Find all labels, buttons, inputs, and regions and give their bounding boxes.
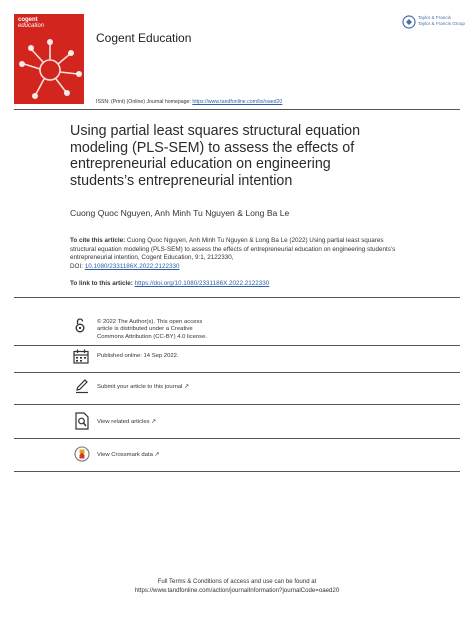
article-link[interactable]: https://doi.org/10.1080/2331186X.2022.2122330	[134, 280, 270, 287]
submit-article-label: Submit your article to this journal	[97, 384, 183, 390]
article-authors: Cuong Quoc Nguyen, Anh Minh Tu Nguyen & Long Ba Le	[70, 208, 290, 218]
external-link-icon: ↗	[184, 384, 190, 390]
pencil-icon	[74, 378, 90, 399]
journal-cover-image[interactable]	[14, 14, 84, 104]
doi-link[interactable]: 10.1080/2331186X.2022.2122330	[84, 262, 180, 270]
issn-prefix: ISSN: (Print) (Online) Journal homepage:	[96, 99, 193, 105]
citation-block	[70, 237, 405, 271]
cover-logo-line2: education	[18, 23, 45, 29]
external-link-icon: ↗	[154, 452, 160, 458]
publisher-logo-icon	[402, 15, 416, 29]
doi-prefix: DOI:	[70, 262, 85, 270]
published-date: Published online: 14 Sep 2022.	[97, 353, 179, 359]
section-divider-6	[14, 471, 460, 472]
article-link-label: To link to this article:	[70, 280, 135, 287]
article-title: Using partial least squares structural equation modeling (PLS-SEM) to assess the effects of entrepreneurial education on engineering students’s entrepreneurial intention	[70, 123, 361, 189]
open-access-lock-icon	[75, 318, 85, 338]
publisher-logo-line2: Taylor & Francis Group	[418, 20, 465, 26]
submit-article-link[interactable]	[97, 384, 189, 391]
terms-line: Full Terms & Conditions of access and use can be found at	[157, 578, 317, 585]
publisher-logo-line1: Taylor & Francis	[418, 15, 451, 20]
document-search-icon	[75, 412, 89, 435]
article-link-line	[70, 280, 269, 287]
citation-label: To cite this article:	[70, 237, 126, 244]
cover-logo	[18, 17, 44, 29]
crossmark-label: View Crossmark data	[97, 452, 153, 458]
crossmark-icon	[74, 446, 90, 467]
cover-logo-line1: cogent	[18, 17, 38, 23]
publisher-logo-text	[418, 15, 465, 26]
license-text	[97, 319, 207, 341]
publisher-logo[interactable]	[402, 13, 468, 33]
section-divider-3	[14, 372, 460, 373]
section-divider-4	[14, 404, 460, 405]
section-divider-2	[14, 345, 460, 346]
terms-url[interactable]: https://www.tandfonline.com/action/journalInformation?journalCode=oaed20	[134, 587, 340, 594]
issn-line	[96, 99, 282, 105]
section-divider-5	[14, 438, 460, 439]
license-line1: © 2022 The Author(s). This open access	[97, 319, 203, 325]
external-link-icon: ↗	[151, 419, 157, 425]
license-line2: article is distributed under a Creative	[97, 326, 193, 333]
calendar-icon	[73, 349, 89, 369]
journal-homepage-link[interactable]: https://www.tandfonline.com/loi/oaed20	[192, 99, 283, 105]
citation-text: Cuong Quoc Nguyen, Anh Minh Tu Nguyen & Long Ba Le (2022) Using partial least squares structural equation modeling (PLS-SEM) to assess the effects of entrepreneurial education on engineering students’s entrepreneurial intention, Cogent Education, 9:1, 2122330,	[70, 237, 396, 262]
license-line3: Commons Attribution (CC-BY) 4.0 license.	[97, 333, 207, 340]
related-articles-link[interactable]	[97, 419, 156, 426]
section-divider-1	[14, 297, 460, 298]
crossmark-link[interactable]	[97, 452, 160, 459]
related-articles-label: View related articles	[97, 419, 150, 425]
header-divider	[14, 109, 460, 110]
terms-footer	[0, 577, 474, 595]
journal-name[interactable]: Cogent Education	[96, 31, 192, 45]
